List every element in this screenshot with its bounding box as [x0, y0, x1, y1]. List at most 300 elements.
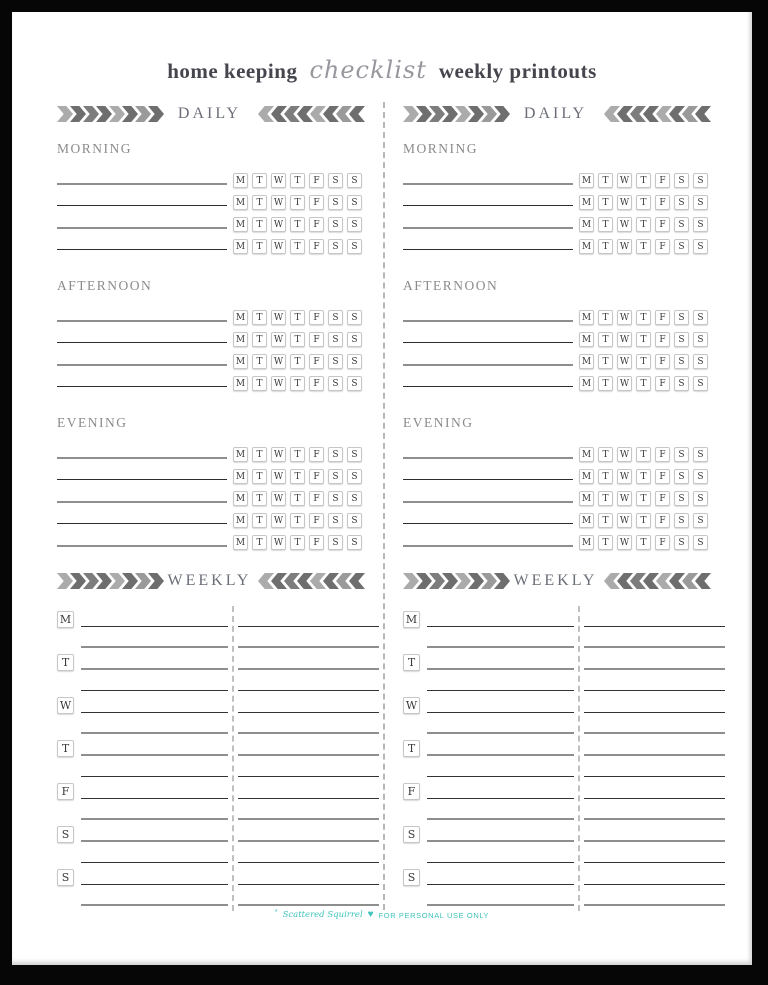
day-checkbox[interactable]: S [328, 376, 343, 391]
day-checkbox[interactable]: T [598, 535, 613, 550]
task-input-line[interactable] [57, 249, 227, 250]
weekly-day-box: W [403, 697, 420, 714]
weekly-line-right[interactable] [238, 840, 379, 842]
weekly-row [403, 780, 725, 802]
day-checkbox[interactable]: T [598, 217, 613, 232]
day-checkbox[interactable]: T [290, 513, 305, 528]
weekly-line-left[interactable] [81, 840, 228, 842]
day-checkbox[interactable]: M [233, 447, 248, 462]
weekly-day-group [403, 651, 725, 694]
daily-section-label: EVENING [403, 415, 474, 430]
day-checkbox[interactable]: M [233, 491, 248, 506]
task-input-line[interactable] [57, 205, 227, 206]
weekly-row [57, 694, 379, 716]
task-input-line[interactable] [57, 501, 227, 503]
day-checkbox[interactable]: W [617, 239, 632, 254]
weekly-line-right[interactable] [584, 776, 725, 777]
weekly-row [403, 737, 725, 759]
chevrons-right-icon [57, 573, 161, 589]
day-checkbox[interactable]: S [674, 447, 689, 462]
day-checkbox[interactable]: M [579, 376, 594, 391]
day-checkbox[interactable]: T [598, 310, 613, 325]
weekly-line-right[interactable] [584, 626, 725, 627]
day-checkbox[interactable]: S [347, 447, 362, 462]
weekly-line-left[interactable] [427, 776, 574, 777]
day-checkbox[interactable]: M [233, 239, 248, 254]
day-checkbox[interactable]: F [655, 469, 670, 484]
daily-section [57, 141, 362, 254]
task-input-line[interactable] [57, 342, 227, 343]
day-checkbox[interactable]: S [328, 217, 343, 232]
task-row [403, 232, 708, 254]
weekly-line-left[interactable] [81, 646, 228, 648]
day-checkbox[interactable]: T [252, 173, 267, 188]
day-checkbox-group [233, 469, 362, 484]
daily-section-label: MORNING [57, 141, 133, 156]
task-input-line[interactable] [403, 386, 573, 387]
task-input-line[interactable] [403, 479, 573, 480]
weekly-line-right[interactable] [238, 884, 379, 885]
day-checkbox[interactable]: W [617, 217, 632, 232]
license-text: FOR PERSONAL USE ONLY [378, 910, 490, 920]
weekly-line-left[interactable] [81, 690, 228, 691]
day-checkbox[interactable]: T [598, 447, 613, 462]
day-checkbox[interactable]: M [579, 513, 594, 528]
task-input-line[interactable] [403, 364, 573, 366]
day-checkbox[interactable]: S [328, 310, 343, 325]
day-checkbox[interactable]: T [636, 469, 651, 484]
day-checkbox[interactable]: W [617, 195, 632, 210]
day-checkbox[interactable]: M [579, 469, 594, 484]
task-input-line[interactable] [57, 479, 227, 480]
day-checkbox[interactable]: S [693, 447, 708, 462]
day-checkbox[interactable]: W [617, 469, 632, 484]
day-checkbox[interactable]: S [693, 535, 708, 550]
day-checkbox[interactable]: W [271, 332, 286, 347]
day-checkbox[interactable]: F [309, 173, 324, 188]
day-checkbox[interactable]: S [674, 535, 689, 550]
weekly-line-left[interactable] [427, 668, 574, 670]
day-checkbox[interactable]: S [347, 332, 362, 347]
day-checkbox[interactable]: T [636, 195, 651, 210]
day-checkbox[interactable]: S [347, 173, 362, 188]
day-checkbox[interactable]: S [347, 491, 362, 506]
day-checkbox[interactable]: T [252, 354, 267, 369]
task-input-line[interactable] [57, 364, 227, 366]
day-checkbox[interactable]: T [598, 173, 613, 188]
weekly-line-left[interactable] [427, 732, 574, 734]
weekly-line-right[interactable] [584, 862, 725, 863]
day-checkbox[interactable]: T [636, 173, 651, 188]
day-checkbox[interactable]: M [233, 332, 248, 347]
day-checkbox[interactable]: S [693, 310, 708, 325]
day-checkbox[interactable]: S [674, 217, 689, 232]
day-checkbox[interactable]: F [655, 376, 670, 391]
weekly-day-box: M [57, 611, 74, 628]
weekly-line-left[interactable] [81, 904, 228, 906]
chevrons-right-icon [403, 106, 507, 122]
task-input-line[interactable] [403, 457, 573, 459]
day-checkbox[interactable]: W [617, 332, 632, 347]
task-input-line[interactable] [57, 227, 227, 229]
weekly-row [403, 888, 725, 910]
day-checkbox[interactable]: F [309, 469, 324, 484]
day-checkbox[interactable]: F [655, 535, 670, 550]
weekly-line-right[interactable] [238, 798, 379, 799]
day-checkbox[interactable]: S [328, 469, 343, 484]
day-checkbox[interactable]: S [693, 354, 708, 369]
day-checkbox[interactable]: S [693, 513, 708, 528]
day-checkbox[interactable]: T [290, 195, 305, 210]
day-checkbox[interactable]: T [636, 376, 651, 391]
weekly-line-right[interactable] [584, 668, 725, 670]
day-checkbox[interactable]: T [252, 447, 267, 462]
day-checkbox[interactable]: M [579, 310, 594, 325]
task-input-line[interactable] [57, 457, 227, 459]
chevrons-left-icon [258, 573, 362, 589]
daily-section [403, 415, 708, 550]
day-checkbox[interactable]: T [252, 535, 267, 550]
day-checkbox[interactable]: S [674, 491, 689, 506]
daily-section-label: AFTERNOON [403, 278, 499, 293]
day-checkbox[interactable]: F [309, 239, 324, 254]
weekly-line-left[interactable] [81, 754, 228, 756]
day-checkbox[interactable]: S [328, 332, 343, 347]
task-input-line[interactable] [403, 501, 573, 503]
day-checkbox[interactable]: M [233, 195, 248, 210]
day-checkbox[interactable]: T [636, 217, 651, 232]
weekly-line-right[interactable] [238, 732, 379, 734]
weekly-line-right[interactable] [238, 668, 379, 670]
day-checkbox[interactable]: S [674, 239, 689, 254]
day-checkbox[interactable]: W [271, 469, 286, 484]
task-input-line[interactable] [403, 342, 573, 343]
day-checkbox[interactable]: T [598, 376, 613, 391]
day-checkbox[interactable]: T [598, 469, 613, 484]
day-checkbox[interactable]: F [309, 354, 324, 369]
weekly-line-right[interactable] [238, 712, 379, 713]
day-checkbox-group [579, 310, 708, 325]
task-row [403, 440, 708, 462]
day-checkbox[interactable]: F [655, 239, 670, 254]
day-checkbox[interactable]: T [598, 195, 613, 210]
weekly-row [403, 673, 725, 695]
day-checkbox[interactable]: T [290, 376, 305, 391]
day-checkbox[interactable]: W [271, 535, 286, 550]
day-checkbox[interactable]: M [233, 173, 248, 188]
day-checkbox[interactable]: F [309, 513, 324, 528]
day-checkbox[interactable]: F [309, 491, 324, 506]
day-checkbox[interactable]: T [290, 469, 305, 484]
day-checkbox[interactable]: T [598, 513, 613, 528]
day-checkbox[interactable]: T [290, 447, 305, 462]
weekly-line-right[interactable] [238, 862, 379, 863]
day-checkbox[interactable]: T [290, 354, 305, 369]
day-checkbox[interactable]: W [617, 513, 632, 528]
task-input-line[interactable] [403, 183, 573, 185]
day-checkbox[interactable]: S [693, 217, 708, 232]
day-checkbox[interactable]: W [271, 376, 286, 391]
day-checkbox[interactable]: M [233, 217, 248, 232]
day-checkbox[interactable]: M [233, 310, 248, 325]
day-checkbox[interactable]: F [655, 513, 670, 528]
day-checkbox[interactable]: T [636, 310, 651, 325]
weekly-line-right[interactable] [238, 754, 379, 756]
day-checkbox[interactable]: W [617, 376, 632, 391]
weekly-line-left[interactable] [427, 690, 574, 691]
day-checkbox[interactable]: T [290, 217, 305, 232]
day-checkbox[interactable]: S [693, 491, 708, 506]
weekly-line-right[interactable] [584, 840, 725, 842]
task-input-line[interactable] [403, 523, 573, 524]
day-checkbox[interactable]: M [233, 535, 248, 550]
day-checkbox[interactable]: S [328, 195, 343, 210]
weekly-section [57, 608, 379, 909]
day-checkbox[interactable]: T [252, 513, 267, 528]
weekly-line-left[interactable] [81, 626, 228, 627]
day-checkbox[interactable]: F [309, 447, 324, 462]
day-checkbox[interactable]: T [598, 354, 613, 369]
day-checkbox[interactable]: M [579, 447, 594, 462]
day-checkbox[interactable]: M [233, 513, 248, 528]
day-checkbox[interactable]: T [252, 195, 267, 210]
day-checkbox[interactable]: S [347, 513, 362, 528]
day-checkbox[interactable]: S [693, 195, 708, 210]
weekly-line-left[interactable] [427, 884, 574, 885]
weekly-line-right[interactable] [584, 798, 725, 799]
day-checkbox[interactable]: S [347, 354, 362, 369]
day-checkbox-group [579, 535, 708, 550]
day-checkbox[interactable]: S [328, 239, 343, 254]
day-checkbox[interactable]: T [252, 376, 267, 391]
day-checkbox[interactable]: S [328, 173, 343, 188]
day-checkbox[interactable]: M [579, 195, 594, 210]
day-checkbox[interactable]: T [598, 239, 613, 254]
weekly-line-right[interactable] [238, 904, 379, 906]
day-checkbox[interactable]: S [328, 447, 343, 462]
day-checkbox[interactable]: S [328, 354, 343, 369]
weekly-line-right[interactable] [238, 818, 379, 820]
checklist-column [403, 103, 725, 909]
day-checkbox[interactable]: S [693, 376, 708, 391]
day-checkbox[interactable]: S [347, 535, 362, 550]
day-checkbox[interactable]: S [347, 376, 362, 391]
day-checkbox[interactable]: S [693, 173, 708, 188]
day-checkbox[interactable]: S [347, 239, 362, 254]
day-checkbox[interactable]: F [309, 217, 324, 232]
day-checkbox[interactable]: T [290, 173, 305, 188]
weekly-line-right[interactable] [584, 732, 725, 734]
day-checkbox[interactable]: M [233, 354, 248, 369]
day-checkbox[interactable]: M [579, 332, 594, 347]
day-checkbox[interactable]: F [309, 332, 324, 347]
day-checkbox[interactable]: T [636, 535, 651, 550]
day-checkbox[interactable]: W [271, 195, 286, 210]
day-checkbox[interactable]: W [271, 239, 286, 254]
weekly-line-left[interactable] [427, 862, 574, 863]
day-checkbox[interactable]: T [290, 310, 305, 325]
weekly-line-left[interactable] [81, 862, 228, 863]
weekly-line-right[interactable] [584, 646, 725, 648]
task-input-line[interactable] [57, 386, 227, 387]
day-checkbox[interactable]: W [271, 310, 286, 325]
weekly-line-right[interactable] [238, 776, 379, 777]
day-checkbox[interactable]: W [271, 491, 286, 506]
day-checkbox[interactable]: T [636, 354, 651, 369]
day-checkbox[interactable]: W [617, 491, 632, 506]
weekly-line-right[interactable] [238, 626, 379, 627]
weekly-line-left[interactable] [427, 904, 574, 906]
weekly-line-left[interactable] [427, 646, 574, 648]
day-checkbox[interactable]: S [347, 310, 362, 325]
weekly-line-left[interactable] [81, 776, 228, 777]
day-checkbox[interactable]: S [347, 469, 362, 484]
day-checkbox[interactable]: W [271, 513, 286, 528]
day-checkbox[interactable]: W [271, 173, 286, 188]
day-checkbox[interactable]: S [674, 469, 689, 484]
day-checkbox[interactable]: W [617, 173, 632, 188]
day-checkbox[interactable]: T [252, 491, 267, 506]
weekly-line-left[interactable] [427, 712, 574, 713]
day-checkbox[interactable]: W [617, 310, 632, 325]
day-checkbox[interactable]: T [598, 332, 613, 347]
day-checkbox[interactable]: T [636, 332, 651, 347]
chevrons-right-icon [403, 573, 507, 589]
day-checkbox[interactable]: S [674, 195, 689, 210]
day-checkbox[interactable]: F [655, 173, 670, 188]
weekly-line-left[interactable] [81, 668, 228, 670]
weekly-line-right[interactable] [584, 754, 725, 756]
day-checkbox[interactable]: M [579, 491, 594, 506]
day-checkbox[interactable]: S [328, 535, 343, 550]
weekly-line-right[interactable] [584, 818, 725, 820]
weekly-line-right[interactable] [584, 904, 725, 906]
weekly-line-left[interactable] [427, 818, 574, 820]
weekly-row [57, 737, 379, 759]
daily-section [403, 141, 708, 254]
weekly-line-right[interactable] [584, 690, 725, 691]
day-checkbox[interactable]: S [674, 354, 689, 369]
day-checkbox[interactable]: S [674, 173, 689, 188]
task-input-line[interactable] [403, 227, 573, 229]
day-checkbox[interactable]: W [617, 535, 632, 550]
weekly-line-right[interactable] [238, 690, 379, 691]
task-input-line[interactable] [57, 545, 227, 547]
day-checkbox[interactable]: F [655, 195, 670, 210]
day-checkbox[interactable]: S [674, 376, 689, 391]
weekly-section [403, 608, 725, 909]
day-checkbox[interactable]: T [252, 332, 267, 347]
day-checkbox[interactable]: F [655, 447, 670, 462]
day-checkbox[interactable]: F [309, 535, 324, 550]
weekly-line-right[interactable] [238, 646, 379, 648]
task-input-line[interactable] [403, 320, 573, 322]
day-checkbox[interactable]: M [579, 173, 594, 188]
page-title [12, 56, 752, 84]
weekly-line-left[interactable] [81, 732, 228, 734]
day-checkbox[interactable]: S [693, 239, 708, 254]
day-checkbox[interactable]: T [290, 332, 305, 347]
day-checkbox[interactable]: S [328, 513, 343, 528]
task-row [57, 462, 362, 484]
day-checkbox[interactable]: W [617, 354, 632, 369]
day-checkbox[interactable]: S [674, 310, 689, 325]
day-checkbox[interactable]: F [309, 195, 324, 210]
task-input-line[interactable] [403, 545, 573, 547]
weekly-day-box: F [403, 783, 420, 800]
day-checkbox[interactable]: F [309, 376, 324, 391]
day-checkbox[interactable]: T [636, 239, 651, 254]
day-checkbox[interactable]: T [636, 491, 651, 506]
weekly-line-left[interactable] [427, 754, 574, 756]
day-checkbox[interactable]: T [290, 535, 305, 550]
day-checkbox-group [233, 535, 362, 550]
weekly-line-left[interactable] [81, 884, 228, 885]
task-input-line[interactable] [57, 320, 227, 322]
day-checkbox[interactable]: S [693, 332, 708, 347]
day-checkbox[interactable]: T [252, 239, 267, 254]
day-checkbox[interactable]: S [347, 195, 362, 210]
day-checkbox[interactable]: W [271, 217, 286, 232]
day-checkbox[interactable]: T [598, 491, 613, 506]
day-checkbox[interactable]: T [252, 217, 267, 232]
weekly-line-right[interactable] [584, 884, 725, 885]
task-input-line[interactable] [403, 205, 573, 206]
day-checkbox[interactable]: M [233, 376, 248, 391]
day-checkbox[interactable]: S [347, 217, 362, 232]
weekly-line-left[interactable] [427, 840, 574, 842]
weekly-row [57, 651, 379, 673]
day-checkbox[interactable]: T [252, 310, 267, 325]
day-checkbox[interactable]: M [579, 354, 594, 369]
day-checkbox[interactable]: S [674, 513, 689, 528]
day-checkbox[interactable]: W [617, 447, 632, 462]
day-checkbox[interactable]: W [271, 354, 286, 369]
day-checkbox[interactable]: T [290, 491, 305, 506]
day-checkbox[interactable]: S [693, 469, 708, 484]
day-checkbox[interactable]: F [655, 354, 670, 369]
day-checkbox[interactable]: M [579, 239, 594, 254]
weekly-line-left[interactable] [427, 798, 574, 799]
day-checkbox[interactable]: T [636, 447, 651, 462]
chevrons-right-icon [57, 106, 161, 122]
day-checkbox[interactable]: T [636, 513, 651, 528]
task-input-line[interactable] [57, 183, 227, 185]
day-checkbox[interactable]: S [328, 491, 343, 506]
task-input-line[interactable] [403, 249, 573, 250]
day-checkbox[interactable]: F [309, 310, 324, 325]
day-checkbox[interactable]: F [655, 332, 670, 347]
day-checkbox[interactable]: M [233, 469, 248, 484]
weekly-line-left[interactable] [81, 712, 228, 713]
day-checkbox[interactable]: T [252, 469, 267, 484]
day-checkbox[interactable]: F [655, 310, 670, 325]
day-checkbox[interactable]: M [579, 535, 594, 550]
weekly-line-left[interactable] [81, 798, 228, 799]
weekly-day-group [403, 780, 725, 823]
weekly-line-right[interactable] [584, 712, 725, 713]
day-checkbox[interactable]: F [655, 217, 670, 232]
day-checkbox-group [579, 239, 708, 254]
day-checkbox[interactable]: S [674, 332, 689, 347]
weekly-line-left[interactable] [427, 626, 574, 627]
day-checkbox[interactable]: T [290, 239, 305, 254]
day-checkbox[interactable]: F [655, 491, 670, 506]
task-input-line[interactable] [57, 523, 227, 524]
day-checkbox[interactable]: M [579, 217, 594, 232]
day-checkbox[interactable]: W [271, 447, 286, 462]
weekly-line-left[interactable] [81, 818, 228, 820]
